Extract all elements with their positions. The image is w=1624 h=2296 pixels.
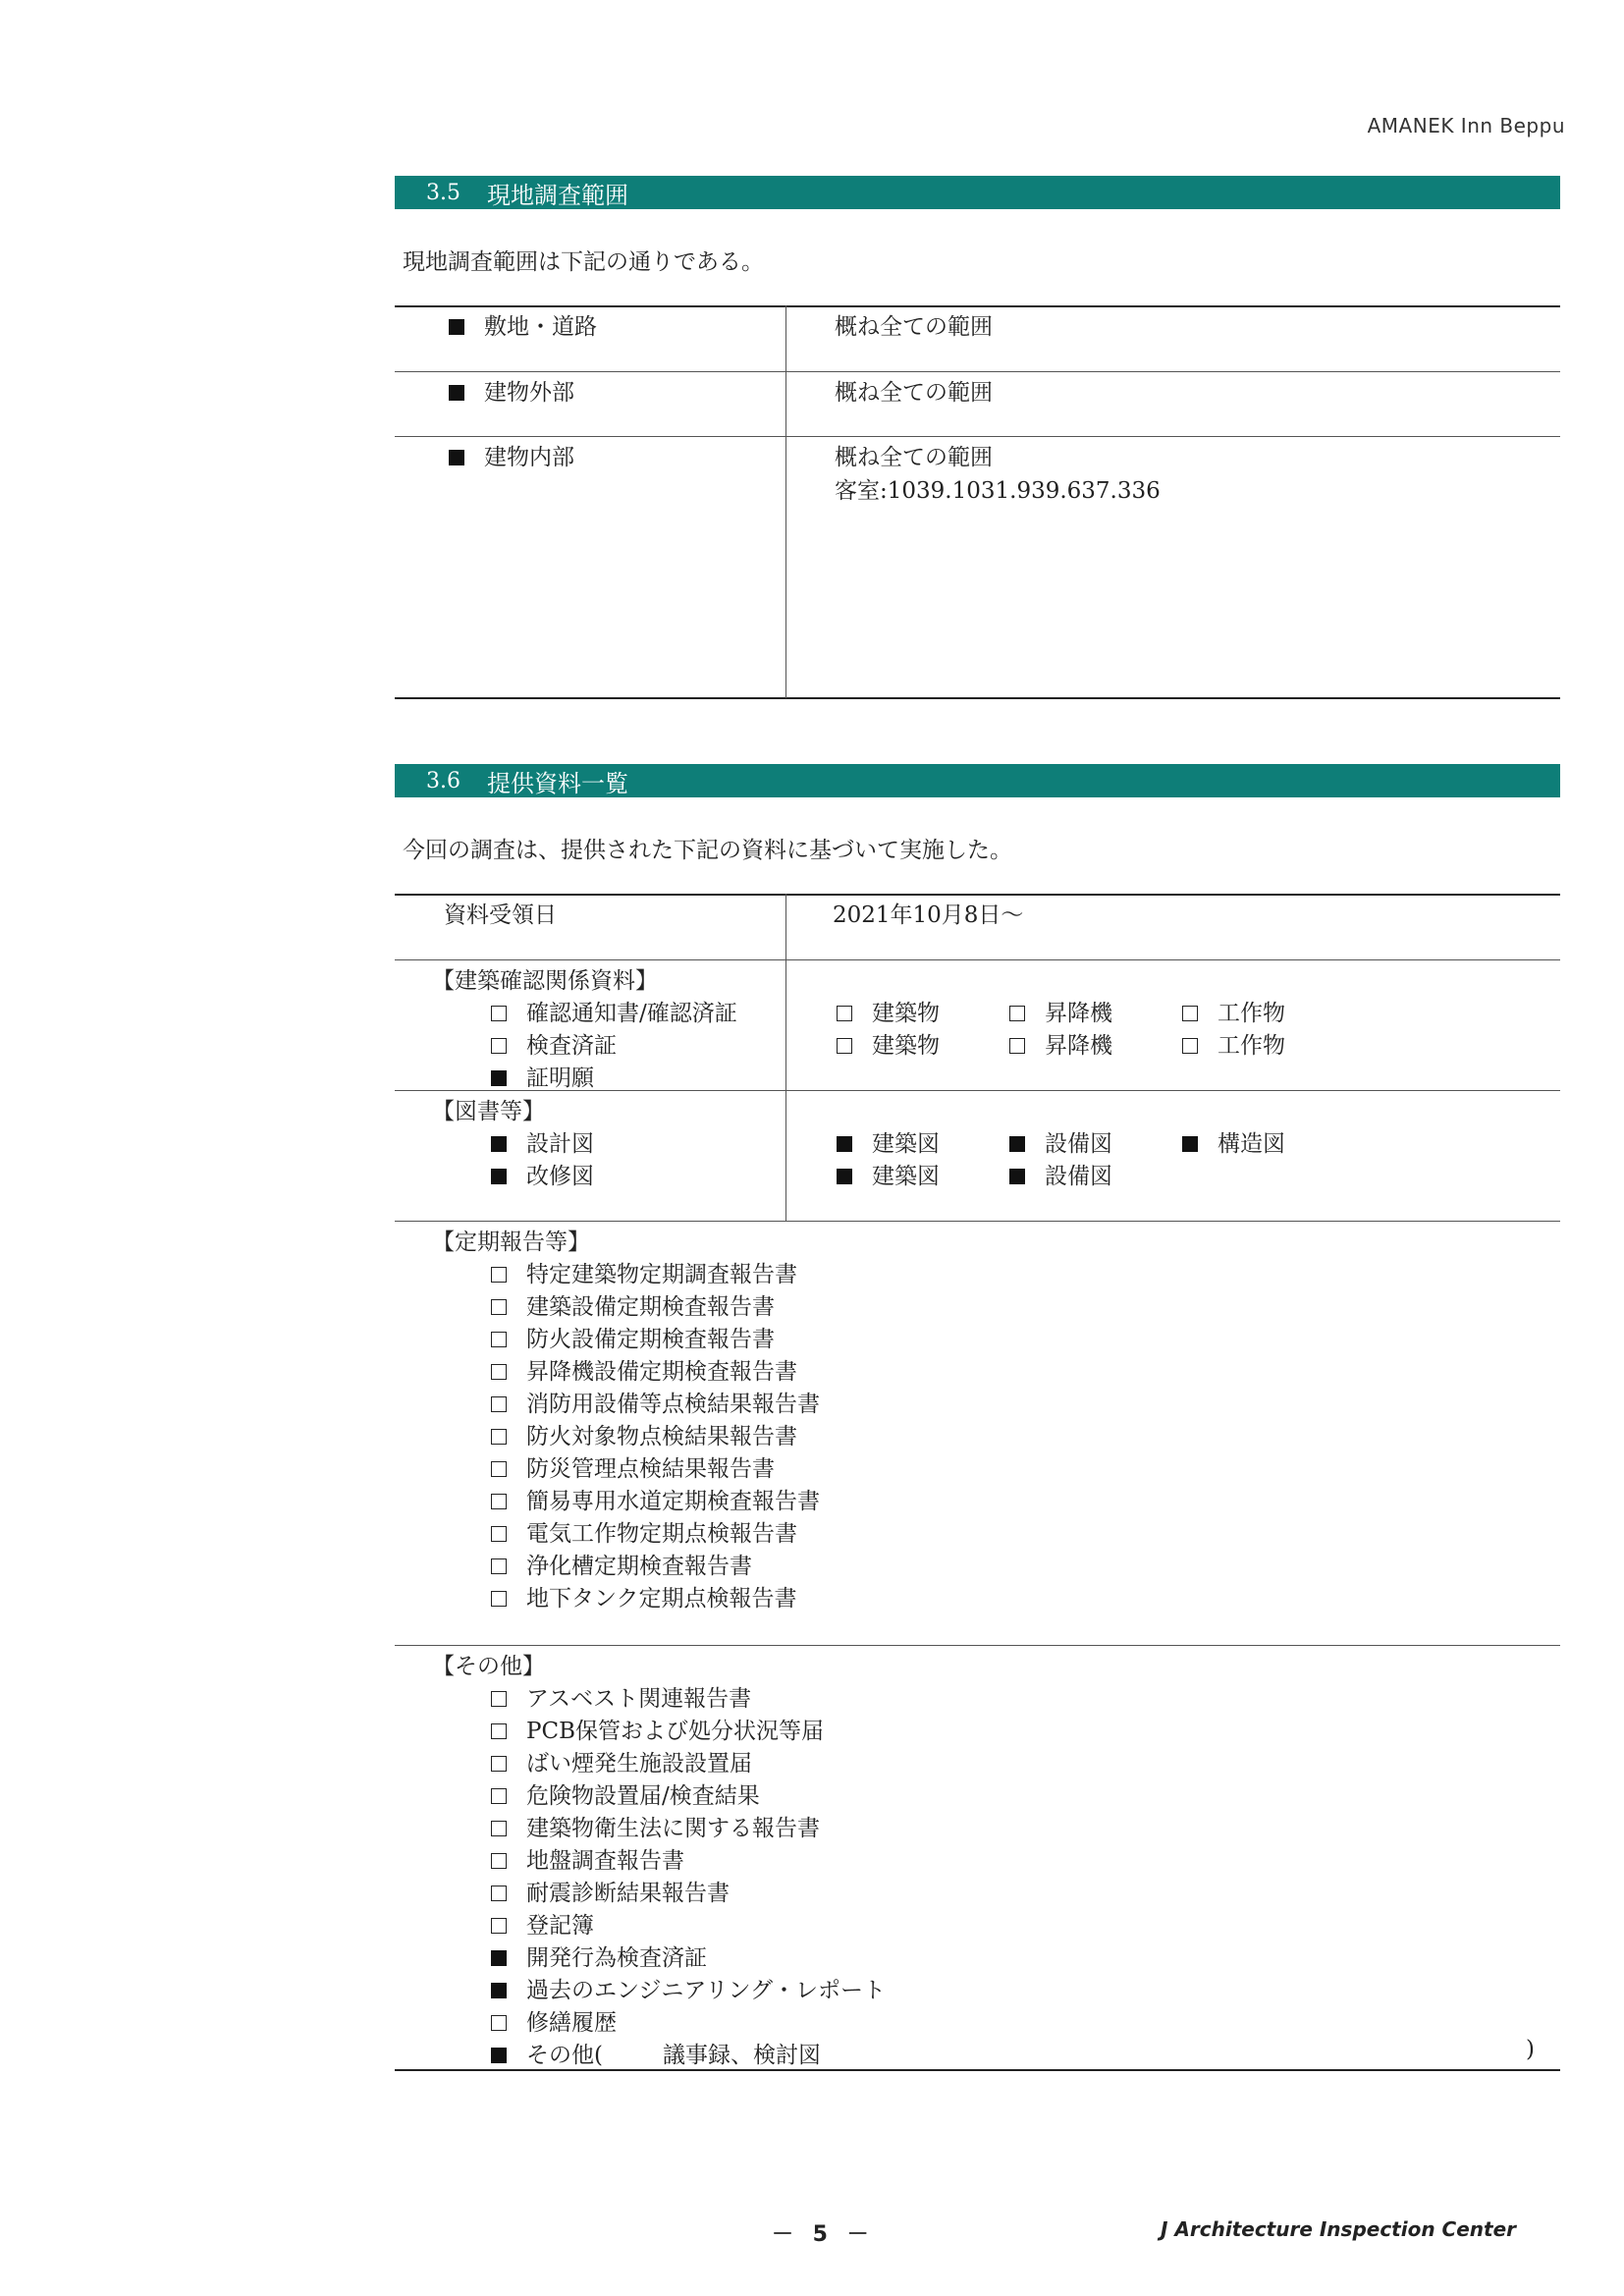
- filled-checkbox-icon: [491, 2048, 507, 2063]
- empty-checkbox-icon: [491, 1006, 507, 1021]
- filled-checkbox-icon: [1009, 1136, 1025, 1152]
- empty-checkbox-icon: [491, 1886, 507, 1901]
- scope-value: 概ね全ての範囲: [835, 314, 993, 340]
- empty-checkbox-icon: [491, 1396, 507, 1412]
- section-title: 提供資料一覧: [487, 769, 628, 797]
- checklist-item: 建築物: [837, 995, 940, 1027]
- checklist-item: ばい煙発生施設設置届: [491, 1745, 752, 1777]
- filled-checkbox-icon: [491, 1070, 507, 1086]
- table-row-divider: [395, 371, 1560, 372]
- checklist-item: 浄化槽定期検査報告書: [491, 1548, 752, 1580]
- others-header: 【その他】: [432, 1654, 545, 1679]
- section-3-6-bar: [395, 764, 1560, 797]
- checklist-item: 建築設備定期検査報告書: [491, 1288, 775, 1321]
- empty-checkbox-icon: [491, 1429, 507, 1445]
- empty-checkbox-icon: [491, 1853, 507, 1869]
- filled-checkbox-icon: [491, 1169, 507, 1184]
- checklist-item: 改修図: [491, 1158, 594, 1190]
- filled-checkbox-icon: [491, 1983, 507, 1998]
- checklist-item: 設計図: [491, 1125, 594, 1158]
- checklist-item: 修繕履歴: [491, 2004, 617, 2037]
- empty-checkbox-icon: [491, 1821, 507, 1836]
- empty-checkbox-icon: [491, 1364, 507, 1380]
- checklist-item: 工作物: [1182, 995, 1285, 1027]
- checklist-item: 建築図: [837, 1125, 940, 1158]
- empty-checkbox-icon: [491, 1691, 507, 1707]
- empty-checkbox-icon: [491, 1299, 507, 1315]
- empty-checkbox-icon: [491, 1723, 507, 1739]
- other-close-paren: ): [1526, 2037, 1535, 2062]
- scope-value: 概ね全ての範囲: [835, 380, 993, 406]
- filled-checkbox-icon: [449, 385, 464, 401]
- checklist-item: 電気工作物定期点検報告書: [491, 1515, 797, 1548]
- checklist-item: 防火対象物点検結果報告書: [491, 1418, 797, 1450]
- table-row-divider: [395, 1221, 1560, 1222]
- table-bottom-border: [395, 2069, 1560, 2071]
- empty-checkbox-icon: [491, 2015, 507, 2031]
- checklist-item: 昇降機: [1009, 1027, 1112, 1060]
- empty-checkbox-icon: [491, 1038, 507, 1054]
- checklist-item: 消防用設備等点検結果報告書: [491, 1386, 820, 1418]
- checklist-item: 開発行為検査済証: [491, 1940, 707, 1972]
- checklist-item: 登記簿: [491, 1907, 594, 1940]
- empty-checkbox-icon: [491, 1558, 507, 1574]
- empty-checkbox-icon: [491, 1918, 507, 1934]
- empty-checkbox-icon: [837, 1006, 852, 1021]
- table-row-divider: [395, 436, 1560, 437]
- checklist-item: 地盤調査報告書: [491, 1842, 684, 1875]
- checklist-item: 証明願: [491, 1060, 594, 1092]
- checklist-item: 設備図: [1009, 1158, 1112, 1190]
- checklist-item: 過去のエンジニアリング・レポート: [491, 1972, 886, 2004]
- empty-checkbox-icon: [1009, 1038, 1025, 1054]
- scope-guest-rooms: 客室:1039.1031.939.637.336: [835, 478, 1161, 504]
- filled-checkbox-icon: [491, 1950, 507, 1966]
- periodic-reports-header: 【定期報告等】: [432, 1230, 590, 1255]
- checklist-item: 構造図: [1182, 1125, 1285, 1158]
- filled-checkbox-icon: [449, 450, 464, 465]
- page-number: － 5 －: [772, 2222, 875, 2247]
- section-3-6-intro: 今回の調査は、提供された下記の資料に基づいて実施した。: [403, 838, 1012, 863]
- empty-checkbox-icon: [1009, 1006, 1025, 1021]
- table-column-divider: [785, 894, 786, 1222]
- filled-checkbox-icon: [491, 1136, 507, 1152]
- checklist-item: 簡易専用水道定期検査報告書: [491, 1483, 820, 1515]
- table-row-divider: [395, 959, 1560, 960]
- checklist-item: 特定建築物定期調査報告書: [491, 1256, 797, 1288]
- filled-checkbox-icon: [837, 1169, 852, 1184]
- empty-checkbox-icon: [491, 1526, 507, 1542]
- checklist-item: 地下タンク定期点検報告書: [491, 1580, 797, 1613]
- checklist-item: 工作物: [1182, 1027, 1285, 1060]
- filled-checkbox-icon: [449, 319, 464, 335]
- checklist-item: 建築物: [837, 1027, 940, 1060]
- table-bottom-border: [395, 697, 1560, 699]
- scope-row-interior: 建物内部: [449, 439, 574, 471]
- received-date-value: 2021年10月8日～: [833, 902, 1024, 928]
- table-column-divider: [785, 305, 786, 698]
- empty-checkbox-icon: [491, 1461, 507, 1477]
- filled-checkbox-icon: [837, 1136, 852, 1152]
- checklist-item: 防災管理点検結果報告書: [491, 1450, 775, 1483]
- checklist-item: 建築物衛生法に関する報告書: [491, 1810, 820, 1842]
- empty-checkbox-icon: [491, 1494, 507, 1509]
- received-date-label: 資料受領日: [444, 902, 557, 928]
- checklist-item: PCB保管および処分状況等届: [491, 1713, 824, 1745]
- drawings-header: 【図書等】: [432, 1099, 545, 1124]
- empty-checkbox-icon: [1182, 1006, 1198, 1021]
- checklist-item: 昇降機: [1009, 995, 1112, 1027]
- checklist-item-other: その他(: [491, 2037, 603, 2069]
- scope-value: 概ね全ての範囲: [835, 445, 993, 470]
- section-title: 現地調査範囲: [487, 181, 628, 209]
- empty-checkbox-icon: [491, 1788, 507, 1804]
- empty-checkbox-icon: [1182, 1038, 1198, 1054]
- checklist-item: アスベスト関連報告書: [491, 1680, 751, 1713]
- scope-row-site: 敷地・道路: [449, 308, 597, 341]
- checklist-item: 耐震診断結果報告書: [491, 1875, 730, 1907]
- checklist-item: 建築図: [837, 1158, 940, 1190]
- checklist-item: 設備図: [1009, 1125, 1112, 1158]
- checklist-item: 防火設備定期検査報告書: [491, 1321, 775, 1353]
- building-confirmation-header: 【建築確認関係資料】: [432, 968, 658, 994]
- table-top-border: [395, 894, 1560, 896]
- table-top-border: [395, 305, 1560, 307]
- checklist-item: 確認通知書/確認済証: [491, 995, 737, 1027]
- empty-checkbox-icon: [491, 1756, 507, 1772]
- empty-checkbox-icon: [837, 1038, 852, 1054]
- section-number: 3.5: [426, 180, 460, 205]
- scope-row-exterior: 建物外部: [449, 374, 574, 407]
- empty-checkbox-icon: [491, 1591, 507, 1607]
- other-detail: 議事録、検討図: [663, 2043, 821, 2068]
- filled-checkbox-icon: [1182, 1136, 1198, 1152]
- filled-checkbox-icon: [1009, 1169, 1025, 1184]
- checklist-item: 昇降機設備定期検査報告書: [491, 1353, 797, 1386]
- checklist-item: 検査済証: [491, 1027, 617, 1060]
- empty-checkbox-icon: [491, 1332, 507, 1347]
- document-header: AMANEK Inn Beppu: [1367, 114, 1565, 137]
- checklist-item: 危険物設置届/検査結果: [491, 1777, 760, 1810]
- section-3-5-intro: 現地調査範囲は下記の通りである。: [403, 249, 764, 275]
- table-row-divider: [395, 1645, 1560, 1646]
- section-3-5-bar: [395, 176, 1560, 209]
- empty-checkbox-icon: [491, 1267, 507, 1283]
- section-number: 3.6: [426, 768, 460, 793]
- company-name: J Architecture Inspection Center: [1161, 2217, 1517, 2241]
